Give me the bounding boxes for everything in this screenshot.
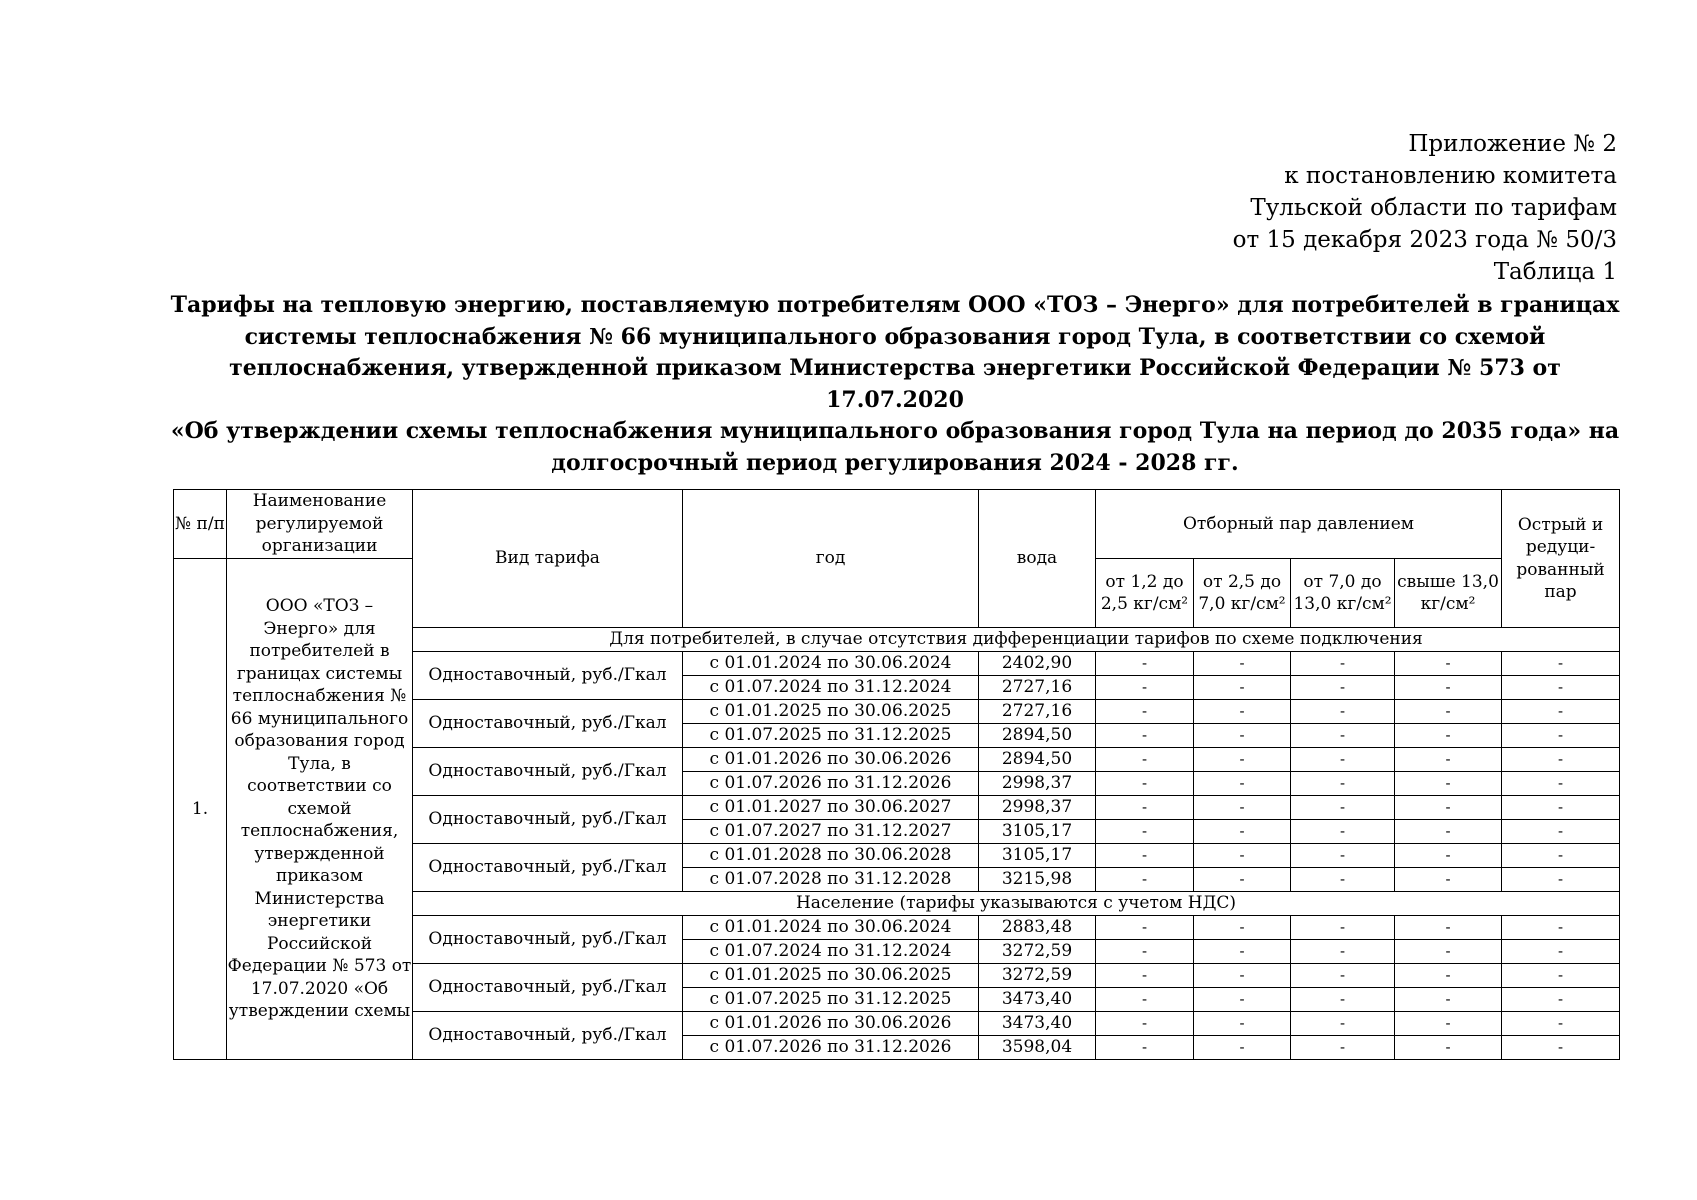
appendix-committee: Тульской области по тарифам [1250,195,1617,221]
empty-value-cell: - [1194,820,1291,844]
empty-value-cell: - [1096,796,1194,820]
empty-value-cell: - [1395,940,1502,964]
empty-value-cell: - [1096,916,1194,940]
empty-value-cell: - [1291,652,1395,676]
empty-value-cell: - [1291,676,1395,700]
header-steam-3: от 7,0 до 13,0 кг/см² [1291,559,1395,628]
header-number: № п/п [174,490,227,559]
empty-value-cell: - [1395,676,1502,700]
empty-value-cell: - [1291,940,1395,964]
empty-value-cell: - [1502,1012,1620,1036]
empty-value-cell: - [1502,772,1620,796]
appendix-date: от 15 декабря 2023 года № 50/3 [1232,227,1617,253]
header-sharp-steam: Острый и редуци-рованный пар [1502,490,1620,628]
title-line: «Об утверждении схемы теплоснабжения муниципального образования город Тула на период до 2035 года» на [170,418,1620,444]
tariff-type-cell: Одноставочный, руб./Гкал [413,700,683,748]
empty-value-cell: - [1291,724,1395,748]
tariff-type-cell: Одноставочный, руб./Гкал [413,1012,683,1060]
empty-value-cell: - [1291,964,1395,988]
empty-value-cell: - [1502,868,1620,892]
empty-value-cell: - [1395,748,1502,772]
empty-value-cell: - [1096,868,1194,892]
tariff-table [173,489,1620,1060]
empty-value-cell: - [1502,652,1620,676]
title-line: Тарифы на тепловую энергию, поставляемую потребителям ООО «ТОЗ – Энерго» для потребителей в границах [170,292,1620,318]
appendix-header [1017,128,1617,288]
empty-value-cell: - [1194,940,1291,964]
empty-value-cell: - [1096,964,1194,988]
tariff-type-cell: Одноставочный, руб./Гкал [413,796,683,844]
empty-value-cell: - [1096,1012,1194,1036]
empty-value-cell: - [1096,652,1194,676]
period-cell: с 01.01.2024 по 30.06.2024 [683,916,979,940]
empty-value-cell: - [1395,700,1502,724]
empty-value-cell: - [1194,796,1291,820]
empty-value-cell: - [1194,652,1291,676]
water-value-cell: 2998,37 [979,772,1096,796]
empty-value-cell: - [1194,676,1291,700]
empty-value-cell: - [1502,940,1620,964]
appendix-number: Приложение № 2 [1408,131,1617,157]
empty-value-cell: - [1502,820,1620,844]
header-water: вода [979,490,1096,628]
period-cell: с 01.07.2026 по 31.12.2026 [683,772,979,796]
empty-value-cell: - [1502,844,1620,868]
header-year: год [683,490,979,628]
empty-value-cell: - [1096,988,1194,1012]
period-cell: с 01.01.2026 по 30.06.2026 [683,748,979,772]
empty-value-cell: - [1395,844,1502,868]
empty-value-cell: - [1096,700,1194,724]
empty-value-cell: - [1194,748,1291,772]
period-cell: с 01.07.2026 по 31.12.2026 [683,1036,979,1060]
empty-value-cell: - [1502,724,1620,748]
empty-value-cell: - [1194,988,1291,1012]
organization-name: ООО «ТОЗ – Энерго» для потребителей в границах системы теплоснабжения № 66 муниципального образования город Тула, в соответствии со схемой теплоснабжения, утвержденной приказом Министерства энергетики Российской Федерации № 573 от 17.07.2020 «Об утверждении схемы [227,559,413,1060]
empty-value-cell: - [1096,724,1194,748]
empty-value-cell: - [1291,1012,1395,1036]
empty-value-cell: - [1395,916,1502,940]
water-value-cell: 2883,48 [979,916,1096,940]
table-header-row [174,490,1620,559]
period-cell: с 01.07.2025 по 31.12.2025 [683,724,979,748]
period-cell: с 01.01.2026 по 30.06.2026 [683,1012,979,1036]
empty-value-cell: - [1291,772,1395,796]
empty-value-cell: - [1194,844,1291,868]
empty-value-cell: - [1395,772,1502,796]
title-line: долгосрочный период регулирования 2024 - 2028 гг. [551,449,1239,476]
tariff-type-cell: Одноставочный, руб./Гкал [413,652,683,700]
empty-value-cell: - [1291,796,1395,820]
empty-value-cell: - [1291,868,1395,892]
period-cell: с 01.01.2025 по 30.06.2025 [683,700,979,724]
header-steam-2: от 2,5 до 7,0 кг/см² [1194,559,1291,628]
water-value-cell: 3105,17 [979,820,1096,844]
tariff-type-cell: Одноставочный, руб./Гкал [413,916,683,964]
empty-value-cell: - [1194,1012,1291,1036]
period-cell: с 01.07.2025 по 31.12.2025 [683,988,979,1012]
empty-value-cell: - [1502,916,1620,940]
empty-value-cell: - [1194,772,1291,796]
title-line: теплоснабжения, утвержденной приказом Министерства энергетики Российской Федерации № 573 от 17.07.2020 [229,355,1561,413]
empty-value-cell: - [1291,916,1395,940]
empty-value-cell: - [1291,748,1395,772]
water-value-cell: 2727,16 [979,700,1096,724]
appendix-resolution: к постановлению комитета [1284,163,1617,189]
empty-value-cell: - [1395,1012,1502,1036]
empty-value-cell: - [1194,1036,1291,1060]
header-steam-1: от 1,2 до 2,5 кг/см² [1096,559,1194,628]
section-title: Население (тарифы указываются с учетом НДС) [413,892,1620,916]
empty-value-cell: - [1096,676,1194,700]
header-tariff-type: Вид тарифа [413,490,683,628]
header-steam-4: свыше 13,0 кг/см² [1395,559,1502,628]
empty-value-cell: - [1395,964,1502,988]
empty-value-cell: - [1096,940,1194,964]
water-value-cell: 2402,90 [979,652,1096,676]
empty-value-cell: - [1502,748,1620,772]
empty-value-cell: - [1194,916,1291,940]
title-line: системы теплоснабжения № 66 муниципального образования город Тула, в соответствии со схемой [244,323,1546,350]
empty-value-cell: - [1194,868,1291,892]
empty-value-cell: - [1395,820,1502,844]
water-value-cell: 2998,37 [979,796,1096,820]
empty-value-cell: - [1096,748,1194,772]
water-value-cell: 3598,04 [979,1036,1096,1060]
tariff-type-cell: Одноставочный, руб./Гкал [413,964,683,1012]
empty-value-cell: - [1194,724,1291,748]
water-value-cell: 2894,50 [979,724,1096,748]
water-value-cell: 2894,50 [979,748,1096,772]
water-value-cell: 3473,40 [979,988,1096,1012]
period-cell: с 01.01.2025 по 30.06.2025 [683,964,979,988]
empty-value-cell: - [1096,1036,1194,1060]
period-cell: с 01.01.2027 по 30.06.2027 [683,796,979,820]
empty-value-cell: - [1291,700,1395,724]
empty-value-cell: - [1395,652,1502,676]
empty-value-cell: - [1096,820,1194,844]
row-number: 1. [174,559,227,1060]
water-value-cell: 2727,16 [979,676,1096,700]
empty-value-cell: - [1194,964,1291,988]
water-value-cell: 3272,59 [979,964,1096,988]
empty-value-cell: - [1096,772,1194,796]
tariff-type-cell: Одноставочный, руб./Гкал [413,844,683,892]
header-steam-group: Отборный пар давлением [1096,490,1502,559]
empty-value-cell: - [1291,844,1395,868]
empty-value-cell: - [1291,1036,1395,1060]
empty-value-cell: - [1502,796,1620,820]
period-cell: с 01.01.2024 по 30.06.2024 [683,652,979,676]
water-value-cell: 3473,40 [979,1012,1096,1036]
table-number: Таблица 1 [1493,259,1617,285]
empty-value-cell: - [1395,868,1502,892]
empty-value-cell: - [1291,820,1395,844]
water-value-cell: 3215,98 [979,868,1096,892]
water-value-cell: 3272,59 [979,940,1096,964]
empty-value-cell: - [1502,1036,1620,1060]
empty-value-cell: - [1395,796,1502,820]
period-cell: с 01.07.2028 по 31.12.2028 [683,868,979,892]
empty-value-cell: - [1502,676,1620,700]
empty-value-cell: - [1291,988,1395,1012]
empty-value-cell: - [1395,1036,1502,1060]
document-title [160,290,1630,479]
period-cell: с 01.07.2027 по 31.12.2027 [683,820,979,844]
period-cell: с 01.01.2028 по 30.06.2028 [683,844,979,868]
header-organization: Наименование регулируемой организации [227,490,413,559]
empty-value-cell: - [1194,700,1291,724]
period-cell: с 01.07.2024 по 31.12.2024 [683,940,979,964]
tariff-type-cell: Одноставочный, руб./Гкал [413,748,683,796]
period-cell: с 01.07.2024 по 31.12.2024 [683,676,979,700]
empty-value-cell: - [1395,988,1502,1012]
empty-value-cell: - [1502,700,1620,724]
empty-value-cell: - [1096,844,1194,868]
water-value-cell: 3105,17 [979,844,1096,868]
empty-value-cell: - [1502,988,1620,1012]
empty-value-cell: - [1395,724,1502,748]
section-title: Для потребителей, в случае отсутствия дифференциации тарифов по схеме подключения [413,628,1620,652]
empty-value-cell: - [1502,964,1620,988]
